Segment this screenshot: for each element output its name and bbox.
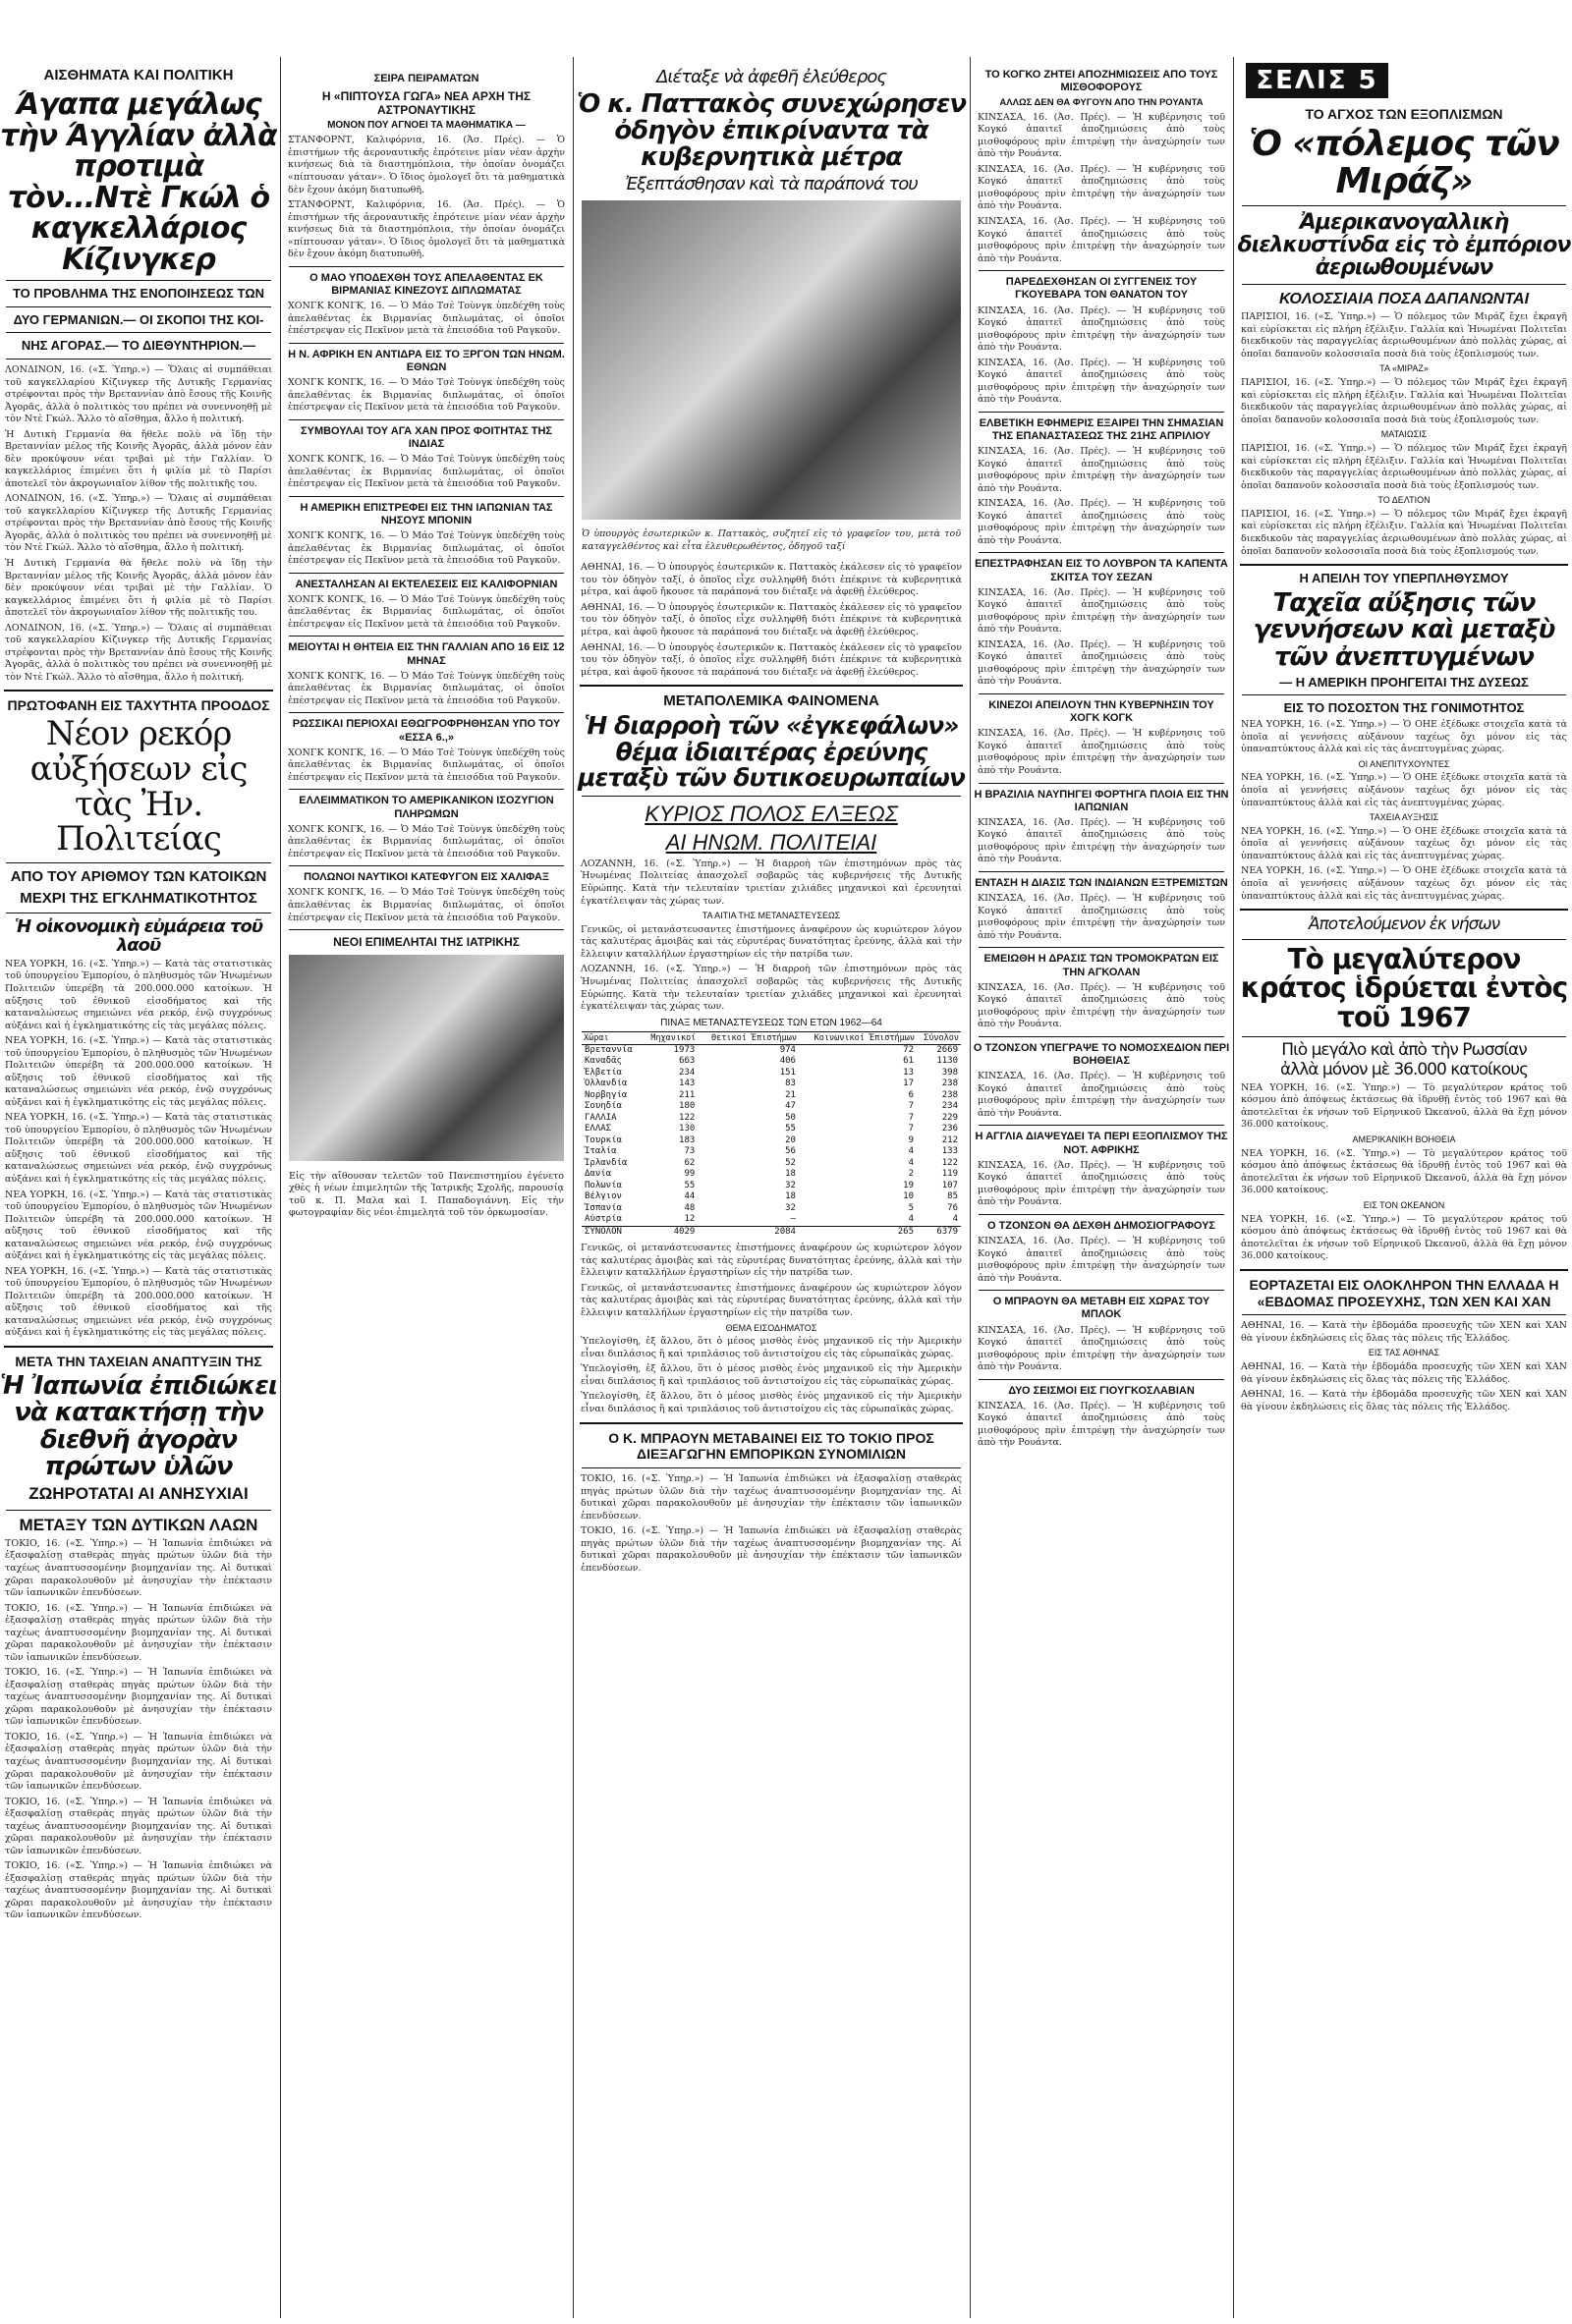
table-cell: Ἰσπανία xyxy=(585,1202,622,1213)
headline: ΠΟΛΩΝΟΙ ΝΑΥΤΙΚΟΙ ΚΑΤΕΦΥΓΟΝ ΕΙΣ ΧΑΛΙΦΑΞ xyxy=(304,871,549,884)
article-text: ΑΘΗΝΑΙ, 16. — Κατὰ τὴν ἑβδομάδα προσευχῆς τῶν ΧΕΝ καὶ ΧΑΝ θὰ γίνουν ἐκδηλώσεις εἰς ὅλας τὰς πόλεις τῆς Ἑλλάδος. xyxy=(1241,1389,1567,1412)
table-cell: 13 xyxy=(903,1067,915,1078)
minister-photo xyxy=(582,200,961,520)
table-cell: 1130 xyxy=(936,1056,958,1067)
article-text: ΚΙΝΣΑΣΑ, 16. (Ἀσ. Πρές). — Ἡ κυβέρνησις τοῦ Κογκό ἀπαιτεῖ ἀποζημιώσεις ἀπὸ τοὺς μισθοφόρους πρὶν ἐπιτρέψῃ τὴν ἀναχώρησίν των ἀπὸ τὴν Ρουάντα. xyxy=(978,816,1225,865)
article-text: ΛΟΝΔΙΝΟΝ, 16. («Σ. Ὑπηρ.») — Ὅλαις αἱ συμπάθειαι τοῦ καγκελλαρίου Κίζινγκερ τῆς Δυτικῆς Γερμανίας στρέφονται πρὸς τὴν Βρεταννίαν ἀπὸ ἔσους τῆς Κοινῆς Ἀγορᾶς, ἀλλὰ ὁ πολιτικὸς του πρέπει νὰ συνεννοηθῇ μὲ τὸν Ντὲ Γκώλ. Ἄλλο τὸ αἴσθημα, ἄλλο ἡ πολιτική. xyxy=(5,493,272,554)
table-cell: — xyxy=(790,1214,796,1225)
article-text: ΣΤΑΝΦΟΡΝΤ, Καλιφόρνια, 16. (Ἀσ. Πρές). — Ὁ ἐπιστήμων τῆς ἀεροναυτικῆς ἐπρότεινε μίαν νέαν ἀρχὴν κινήσεως διὰ τὰ διαστημόπλοια, τὴν ὁποίαν ὀνομάζει «πίπτουσαν γάταν». Ὁ ἴδιος ὁμολογεῖ ὅτι τὰ μαθηματικὰ δὲν ἔχουν ἀκόμη διατυπωθῆ. xyxy=(288,199,565,260)
table-cell: 4 xyxy=(908,1157,915,1168)
subheading: ΤΟ ΠΡΟΒΛΗΜΑ ΤΗΣ ΕΝΟΠΟΙΗΣΕΩΣ ΤΩΝ xyxy=(12,286,265,302)
ceremony-photo xyxy=(289,955,564,1161)
article-text: ΚΙΝΣΑΣΑ, 16. (Ἀσ. Πρές). — Ἡ κυβέρνησις τοῦ Κογκό ἀπαιτεῖ ἀποζημιώσεις ἀπὸ τοὺς μισθοφόρους πρὶν ἐπιτρέψῃ τὴν ἀναχώρησίν των ἀπὸ τὴν Ρουάντα. xyxy=(978,638,1225,688)
subheading: ΑΠΟ ΤΟΥ ΑΡΙΘΜΟΥ ΤΩΝ ΚΑΤΟΙΚΩΝ xyxy=(10,868,267,886)
headline: ΕΛΛΕΙΜΜΑΤΙΚΟΝ ΤΟ ΑΜΕΡΙΚΑΝΙΚΟΝ ΙΣΟΖΥΓΙΟΝ ΠΛΗΡΩΜΩΝ xyxy=(299,795,554,820)
article-text: ΚΙΝΣΑΣΑ, 16. (Ἀσ. Πρές). — Ἡ κυβέρνησις τοῦ Κογκό ἀπαιτεῖ ἀποζημιώσεις ἀπὸ τοὺς μισθοφόρους πρὶν ἐπιτρέψῃ τὴν ἀναχώρησίν των ἀπὸ τὴν Ρουάντα. xyxy=(978,1324,1225,1373)
table-cell: Πολωνία xyxy=(585,1180,622,1190)
article-text: ΤΟΚΙΟ, 16. («Σ. Ὑπηρ.») — Ἡ Ἰαπωνία ἐπιδιώκει νὰ ἐξασφαλίσῃ σταθερὰς πηγὰς πρώτων ὑλῶν διὰ τὴν ταχέως ἀναπτυσσομένην βιομηχανίαν της. Αἱ δυτικαὶ χῶραι παρακολουθοῦν μὲ ἀνησυχίαν τὴν ἐπέκτασιν τῶν ἰαπωνικῶν ἐπενδύσεων. xyxy=(5,1667,272,1728)
kicker: ΜΕΤΑ ΤΗΝ ΤΑΧΕΙΑΝ ΑΝΑΠΤΥΞΙΝ ΤΗΣ xyxy=(15,1353,262,1369)
subheading: ΜΟΝΟΝ ΠΟΥ ΑΓΝΟΕΙ ΤΑ ΜΑΘΗΜΑΤΙΚΑ — xyxy=(327,120,526,132)
article-text: ΚΙΝΣΑΣΑ, 16. (Ἀσ. Πρές). — Ἡ κυβέρνησις τοῦ Κογκό ἀπαιτεῖ ἀποζημιώσεις ἀπὸ τοὺς μισθοφόρους πρὶν ἐπιτρέψῃ τὴν ἀναχώρησίν των ἀπὸ τὴν Ρουάντα. xyxy=(978,111,1225,160)
article-text: ΧΟΝΓΚ ΚΟΝΓΚ, 16. — Ὁ Μάο Τσὲ Τοὺνγκ ὑπεδέχθη τοὺς ἀπελαθέντας ἐκ Βιρμανίας διπλωμάτας, οἱ ὁποῖοι ἐπέστρεψαν εἰς Πεκῖνον μετὰ τὰ ἐπεισόδια τοῦ Ραγκοῦν. xyxy=(288,454,565,490)
subheading: — Η ΑΜΕΡΙΚΗ ΠΡΟΗΓΕΙΤΑΙ ΤΗΣ ΔΥΣΕΩΣ xyxy=(1279,674,1529,690)
headline: ΕΝΤΑΣΗ Η ΔΙΑΣΙΣ ΤΩΝ ΙΝΔΙΑΝΩΝ ΕΞΤΡΕΜΙΣΤΩΝ xyxy=(975,877,1228,890)
table-title: ΠΙΝΑΞ ΜΕΤΑΝΑΣΤΕΥΣΕΩΣ ΤΩΝ ΕΤΩΝ 1962—64 xyxy=(660,1017,882,1028)
table-header-row xyxy=(582,1031,961,1044)
photo-caption: Εἰς τὴν αἴθουσαν τελετῶν τοῦ Πανεπιστημίου ἐγένετο χθὲς ἡ νέων ἐπιμελητῶν τῆς Ἰατρικῆς Σχολῆς, παρουσίᾳ τοῦ κ. Π. Μαλα καὶ Ι. Παπαδογιάννη. Εἰς τὴν φωτογραφίαν δὶς νέοι ἐπιμελητὰ τοῦ τὸν ὁρκωμοσίαν. xyxy=(289,1170,564,1218)
headline: Νέον ρεκόρ αὐξήσεων εἰς τὰς Ἠν. Πολιτείας xyxy=(29,714,248,859)
headline: Ἡ διαρροὴ τῶν «ἐγκεφάλων» θέμα ἰδιαιτέρας ἐρεύνης μεταξὺ τῶν δυτικοευρωπαίων xyxy=(578,711,965,792)
table-cell: Νορβηγία xyxy=(585,1089,628,1100)
table-cell: 32 xyxy=(785,1202,796,1213)
article-text: ΧΟΝΓΚ ΚΟΝΓΚ, 16. — Ὁ Μάο Τσὲ Τοὺνγκ ὑπεδέχθη τοὺς ἀπελαθέντας ἐκ Βιρμανίας διπλωμάτας, οἱ ὁποῖοι ἐπέστρεψαν εἰς Πεκῖνον μετὰ τὰ ἐπεισόδια τοῦ Ραγκοῦν. xyxy=(288,823,565,859)
article-text: ΠΑΡΙΣΙΟΙ, 16. («Σ. Ὑπηρ.») — Ὁ πόλεμος τῶν Μιράζ ἔχει ἐκραγῆ καὶ εὑρίσκεται εἰς πλήρη ἐξέλιξιν. Γαλλία καὶ Ἡνωμέναι Πολιτεῖαι διεκδικοῦν τὰς παραγγελίας ἀεριωθουμένων ἀπὸ πολλὰς χώρας, αἱ ὁποῖαι δαπανοῦν κολοσσιαῖα ποσὰ διὰ τοὺς ἐξοπλισμούς των. xyxy=(1241,508,1567,557)
table-cell: Σουηδία xyxy=(585,1101,622,1112)
table-row xyxy=(582,1146,961,1158)
table-cell: 229 xyxy=(941,1112,958,1123)
subheading: ΜΕΧΡΙ ΤΗΣ ΕΓΚΛΗΜΑΤΙΚΟΤΗΤΟΣ xyxy=(20,890,257,908)
article-text: ΝΕΑ ΥΟΡΚΗ, 16. («Σ. Ὑπηρ.») — Ὁ ΟΗΕ ἐξέδωκε στοιχεῖα κατὰ τὰ ὁποῖα αἱ γεννήσεις αὐξάνουν ταχέως ὄχι μόνον εἰς τὰς ὑπαναπτύκτους ἀλλὰ καὶ εἰς τὰς ἀνεπτυγμένας χώρας. xyxy=(1241,719,1567,755)
table-cell: 4 xyxy=(908,1146,915,1157)
table-row xyxy=(582,1113,961,1125)
article-text: ΚΙΝΣΑΣΑ, 16. (Ἀσ. Πρές). — Ἡ κυβέρνησις τοῦ Κογκό ἀπαιτεῖ ἀποζημιώσεις ἀπὸ τοὺς μισθοφόρους πρὶν ἐπιτρέψῃ τὴν ἀναχώρησίν των ἀπὸ τὴν Ρουάντα. xyxy=(978,586,1225,636)
table-cell: Ἑλβετία xyxy=(585,1067,622,1078)
table-cell: Ἰρλανδία xyxy=(585,1157,628,1168)
kicker: ΜΕΤΑΠΟΛΕΜΙΚΑ ΦΑΙΝΟΜΕΝΑ xyxy=(663,692,879,710)
table-cell: 76 xyxy=(947,1202,958,1213)
table-cell: 122 xyxy=(679,1112,696,1123)
table-cell: 17 xyxy=(903,1079,915,1089)
article-text: ΧΟΝΓΚ ΚΟΝΓΚ, 16. — Ὁ Μάο Τσὲ Τοὺνγκ ὑπεδέχθη τοὺς ἀπελαθέντας ἐκ Βιρμανίας διπλωμάτας, οἱ ὁποῖοι ἐπέστρεψαν εἰς Πεκῖνον μετὰ τὰ ἐπεισόδια τοῦ Ραγκοῦν. xyxy=(288,301,565,337)
table-cell: 4 xyxy=(908,1214,915,1225)
table-cell: 83 xyxy=(785,1079,796,1089)
table-cell: 2084 xyxy=(698,1226,799,1238)
table-cell: 19 xyxy=(903,1180,915,1190)
table-cell: 18 xyxy=(785,1169,796,1180)
migration-table xyxy=(582,1031,961,1239)
table-cell: 974 xyxy=(779,1044,796,1055)
article-text: ΧΟΝΓΚ ΚΟΝΓΚ, 16. — Ὁ Μάο Τσὲ Τοὺνγκ ὑπεδέχθη τοὺς ἀπελαθέντας ἐκ Βιρμανίας διπλωμάτας, οἱ ὁποῖοι ἐπέστρεψαν εἰς Πεκῖνον μετὰ τὰ ἐπεισόδια τοῦ Ραγκοῦν. xyxy=(288,530,565,567)
table-cell: Ἰταλία xyxy=(585,1146,617,1157)
deck: Πιὸ μεγάλο καὶ ἀπὸ τὴν Ρωσσίαν xyxy=(1281,1040,1527,1061)
subheading: Ἡ οἰκονομικὴ εὐμάρεια τοῦ λαοῦ xyxy=(14,916,263,957)
subheading: ΜΕΤΑΞΥ ΤΩΝ ΔΥΤΙΚΩΝ ΛΑΩΝ xyxy=(19,1515,258,1534)
table-cell: 55 xyxy=(785,1124,796,1134)
table-cell: 130 xyxy=(679,1124,696,1134)
column-4 xyxy=(973,0,1230,2324)
table-cell: 56 xyxy=(785,1146,796,1157)
table-cell: 133 xyxy=(941,1146,958,1157)
subheading: ΖΩΗΡΟΤΑΤΑΙ ΑΙ ΑΝΗΣΥΧΙΑΙ xyxy=(28,1484,249,1504)
kicker: Διέταξε νὰ ἀφεθῆ ἐλεύθερος xyxy=(656,67,886,87)
table-cell: 211 xyxy=(679,1089,696,1100)
headline: Ο ΜΠΡΑΟΥΝ ΘΑ ΜΕΤΑΒΗ ΕΙΣ ΧΩΡΑΣ ΤΟΥ ΜΠΛΟΚ xyxy=(992,1296,1210,1321)
inline-heading: ΕΙΣ ΤΑΣ ΑΘΗΝΑΣ xyxy=(1368,1348,1440,1358)
article-text: Ἡ Δυτικὴ Γερμανία θὰ ἤθελε πολὺ νὰ ἴδῃ τὴν Βρεταννίαν μέλος τῆς Κοινῆς Ἀγορᾶς, ἀλλὰ μόνον ἐὰν δὲν προκύψουν νέαι τριβαὶ μὲ τὴν Γαλλίαν. Ὁ καγκελλάριος ἐπιμένει ὅτι ἡ φιλία μὲ τὸ Παρίσι ἀποτελεῖ τὸν ἀκρογωνιαῖον λίθον τῆς πολιτικῆς του. xyxy=(5,558,272,619)
table-row xyxy=(582,1135,961,1147)
table-cell: ΕΛΛΑΣ xyxy=(585,1124,612,1134)
article-text: ΚΙΝΣΑΣΑ, 16. (Ἀσ. Πρές). — Ἡ κυβέρνησις τοῦ Κογκό ἀπαιτεῖ ἀποζημιώσεις ἀπὸ τοὺς μισθοφόρους πρὶν ἐπιτρέψῃ τὴν ἀναχώρησίν των ἀπὸ τὴν Ρουάντα. xyxy=(978,304,1225,354)
inline-heading: ΜΑΤΑΙΩΣΙΣ xyxy=(1380,429,1428,440)
headline: ΑΝΕΣΤΑΛΗΣΑΝ ΑΙ ΕΚΤΕΛΕΣΕΙΣ ΕΙΣ ΚΑΛΙΦΟΡΝΙΑΝ xyxy=(295,578,558,590)
table-cell: 18 xyxy=(785,1191,796,1202)
inline-heading: ΕΙΣ ΤΟΝ ΩΚΕΑΝΟΝ xyxy=(1363,1199,1445,1210)
table-cell: 2669 xyxy=(936,1044,958,1055)
article-text: ΠΑΡΙΣΙΟΙ, 16. («Σ. Ὑπηρ.») — Ὁ πόλεμος τῶν Μιράζ ἔχει ἐκραγῆ καὶ εὑρίσκεται εἰς πλήρη ἐξέλιξιν. Γαλλία καὶ Ἡνωμέναι Πολιτεῖαι διεκδικοῦν τὰς παραγγελίας ἀεριωθουμένων ἀπὸ πολλὰς χώρας, αἱ ὁποῖαι δαπανοῦν κολοσσιαῖα ποσὰ διὰ τοὺς ἐξοπλισμούς των. xyxy=(1241,443,1567,491)
article-text: ΚΙΝΣΑΣΑ, 16. (Ἀσ. Πρές). — Ἡ κυβέρνησις τοῦ Κογκό ἀπαιτεῖ ἀποζημιώσεις ἀπὸ τοὺς μισθοφόρους πρὶν ἐπιτρέψῃ τὴν ἀναχώρησίν των ἀπὸ τὴν Ρουάντα. xyxy=(978,981,1225,1030)
table-cell: Βέλγιον xyxy=(585,1191,622,1202)
table-cell: 4 xyxy=(952,1214,958,1225)
article-text: Ὑπελογίσθη, ἐξ ἄλλου, ὅτι ὁ μέσος μισθὸς ἐνὸς μηχανικοῦ εἰς τὴν Ἀμερικὴν εἶναι διπλάσιος ἢ καὶ τριπλάσιος τοῦ ἀντιστοίχου εἰς τὰς εὐρωπαϊκὰς χώρας. xyxy=(581,1391,962,1414)
table-cell: 73 xyxy=(684,1146,696,1157)
table-cell: 61 xyxy=(903,1056,915,1067)
article-text: ΝΕΑ ΥΟΡΚΗ, 16. («Σ. Ὑπηρ.») — Τὸ μεγαλύτερον κράτος τοῦ κόσμου ἀπὸ ἀπόψεως ἐκτάσεως θὰ ἱδρυθῇ ἐντὸς τοῦ 1967 καὶ θὰ ἀποτελεῖται ἐκ νήσων τοῦ Εἰρηνικοῦ Ὠκεανοῦ, ἀλλὰ θὰ ἔχῃ μόνον 36.000 κατοίκους. xyxy=(1241,1147,1567,1196)
kicker: ΣΕΙΡΑ ΠΕΙΡΑΜΑΤΩΝ xyxy=(373,73,479,84)
table-cell: 663 xyxy=(679,1056,696,1067)
table-cell: Τουρκία xyxy=(585,1134,622,1145)
table-cell: 4029 xyxy=(643,1226,698,1238)
column-1 xyxy=(0,0,277,2324)
table-row xyxy=(582,1191,961,1203)
table-row xyxy=(582,1068,961,1079)
headline: Ταχεῖα αὔξησις τῶν γεννήσεων καὶ μεταξὺ τῶν ἀνεπτυγμένων xyxy=(1253,587,1555,672)
table-cell: 10 xyxy=(903,1191,915,1202)
article-text: ΚΙΝΣΑΣΑ, 16. (Ἀσ. Πρές). — Ἡ κυβέρνησις τοῦ Κογκό ἀπαιτεῖ ἀποζημιώσεις ἀπὸ τοὺς μισθοφόρους πρὶν ἐπιτρέψῃ τὴν ἀναχώρησίν των ἀπὸ τὴν Ρουάντα. xyxy=(978,446,1225,494)
table-cell: 183 xyxy=(679,1134,696,1145)
table-cell: 1973 xyxy=(673,1044,696,1055)
article-text: Γενικῶς, οἱ μετανάστευσαντες ἐπιστήμονες ἀναφέρουν ὡς κυριώτερον λόγον τὰς καλυτέρας ἀμοιβὰς καὶ τὰς εὐρυτέρας δυνατότητας ἐρεύνης, ἀλλὰ καὶ τὴν ἔλλειψιν καταλλήλων ἐργαστηρίων εἰς τὴν πατρίδα των. xyxy=(581,1282,962,1318)
table-cell: Δανία xyxy=(585,1169,612,1180)
photo-caption: Ὁ ὑπουργὸς ἐσωτερικῶν κ. Παττακὸς, συζητεῖ εἰς τὸ γραφεῖον του, μετὰ τοῦ καταγγελθέντος καὶ εἶτα ἐλευθερωθέντος, ὀδηγοῦ ταξί xyxy=(582,528,961,552)
table-cell: 180 xyxy=(679,1101,696,1112)
column-5 xyxy=(1236,0,1572,2324)
article-text: ΝΕΑ ΥΟΡΚΗ, 16. («Σ. Ὑπηρ.») — Κατὰ τὰς στατιστικὰς τοῦ ὑπουργείου Ἐμπορίου, ὁ πληθυσμὸς τῶν Ἡνωμένων Πολιτειῶν ὑπερέβη τὰ 200.000.000 κατοίκων. Ἡ αὔξησις τοῦ ἐθνικοῦ εἰσοδήματος καὶ τῆς καταναλώσεως σημειώνει νέα ρεκόρ, ἐνῷ συγχρόνως αὐξάνει καὶ ἡ ἐγκληματικότης εἰς τὰς μεγάλας πόλεις. xyxy=(5,1035,272,1108)
table-cell: 151 xyxy=(779,1067,796,1078)
table-cell: 122 xyxy=(941,1157,958,1168)
table-header: Χῶραι xyxy=(582,1031,643,1044)
inline-heading: ΤΟ ΔΕΛΤΙΟΝ xyxy=(1377,495,1431,506)
inline-heading: ΤΑ «ΜΙΡΑΖ» xyxy=(1379,363,1429,374)
article-text: ΑΘΗΝΑΙ, 16. — Ὁ ὑπουργὸς ἐσωτερικῶν κ. Παττακὸς ἐκάλεσεν εἰς τὸ γραφεῖον του τὸν ὁδηγὸν ταξί, ὁ ὁποῖος εἶχε συλληφθῆ διότι ἐπέκρινε τὰ κυβερνητικὰ μέτρα, καὶ ἀφοῦ ἤκουσε τὰ παράπονά του διέταξε νὰ ἀφεθῇ ἐλεύθερος. xyxy=(581,601,962,638)
inline-heading: ΑΜΕΡΙΚΑΝΙΚΗ ΒΟΗΘΕΙΑ xyxy=(1352,1134,1456,1144)
article-text: ΠΑΡΙΣΙΟΙ, 16. («Σ. Ὑπηρ.») — Ὁ πόλεμος τῶν Μιράζ ἔχει ἐκραγῆ καὶ εὑρίσκεται εἰς πλήρη ἐξέλιξιν. Γαλλία καὶ Ἡνωμέναι Πολιτεῖαι διεκδικοῦν τὰς παραγγελίας ἀεριωθουμένων ἀπὸ πολλὰς χώρας, αἱ ὁποῖαι δαπανοῦν κολοσσιαῖα ποσὰ διὰ τοὺς ἐξοπλισμούς των. xyxy=(1241,377,1567,425)
table-row xyxy=(582,1044,961,1056)
table-total-row xyxy=(582,1226,961,1238)
headline: ΣΥΜΒΟΥΛΑΙ ΤΟΥ ΑΓΑ ΧΑΝ ΠΡΟΣ ΦΟΙΤΗΤΑΣ ΤΗΣ ΙΝΔΙΑΣ xyxy=(301,424,552,450)
headline: ΡΩΣΣΙΚΑΙ ΠΕΡΙΟΧΑΙ ΕΘΩΓΡΟΦΡΗΘΗΣΑΝ ΥΠΟ ΤΟΥ «ΕΣΣΑ 6.,» xyxy=(292,718,561,744)
table-cell: 398 xyxy=(941,1067,958,1078)
table-cell: 55 xyxy=(684,1180,696,1190)
table-cell: 32 xyxy=(785,1180,796,1190)
table-cell: 99 xyxy=(684,1169,696,1180)
headline: Ὁ κ. Παττακὸς συνεχώρησεν ὀδηγὸν ἐπικρίναντα τὰ κυβερνητικὰ μέτρα xyxy=(576,88,967,173)
table-cell: 5 xyxy=(908,1202,915,1213)
table-cell: ΣΥΝΟΛΟΝ xyxy=(582,1226,643,1238)
article-text: ΝΕΑ ΥΟΡΚΗ, 16. («Σ. Ὑπηρ.») — Ὁ ΟΗΕ ἐξέδωκε στοιχεῖα κατὰ τὰ ὁποῖα αἱ γεννήσεις αὐξάνουν ταχέως ὄχι μόνον εἰς τὰς ὑπαναπτύκτους ἀλλὰ καὶ εἰς τὰς ἀνεπτυγμένας χώρας. xyxy=(1241,772,1567,808)
table-cell: 6 xyxy=(908,1089,915,1100)
article-text: ΛΟΖΑΝΝΗ, 16. («Σ. Ὑπηρ.») — Ἡ διαρροὴ τῶν ἐπιστημόνων πρὸς τὰς Ἡνωμένας Πολιτείας ἀπασχολεῖ σοβαρῶς τὰς κυβερνήσεις τῆς Δυτικῆς Εὐρώπης. Κατὰ τὴν τελευταίαν τριετίαν χιλιάδες μηχανικοὶ καὶ ἐρευνηταὶ ἐγκατέλειψαν τὰς χώρας των. xyxy=(581,858,962,907)
table-cell: 6379 xyxy=(917,1226,961,1238)
article-text: ΚΙΝΣΑΣΑ, 16. (Ἀσ. Πρές). — Ἡ κυβέρνησις τοῦ Κογκό ἀπαιτεῖ ἀποζημιώσεις ἀπὸ τοὺς μισθοφόρους πρὶν ἐπιτρέψῃ τὴν ἀναχώρησίν των ἀπὸ τὴν Ρουάντα. xyxy=(978,893,1225,941)
article-text: ΝΕΑ ΥΟΡΚΗ, 16. («Σ. Ὑπηρ.») — Τὸ μεγαλύτερον κράτος τοῦ κόσμου ἀπὸ ἀπόψεως ἐκτάσεως θὰ ἱδρυθῇ ἐντὸς τοῦ 1967 καὶ θὰ ἀποτελεῖται ἐκ νήσων τοῦ Εἰρηνικοῦ Ὠκεανοῦ, ἀλλὰ θὰ ἔχῃ μόνον 36.000 κατοίκους. xyxy=(1241,1081,1567,1131)
table-row xyxy=(582,1169,961,1181)
table-cell: 7 xyxy=(908,1112,915,1123)
article-text: ΛΟΝΔΙΝΟΝ, 16. («Σ. Ὑπηρ.») — Ὅλαις αἱ συμπάθειαι τοῦ καγκελλαρίου Κίζινγκερ τῆς Δυτικῆς Γερμανίας στρέφονται πρὸς τὴν Βρεταννίαν ἀπὸ ἔσους τῆς Κοινῆς Ἀγορᾶς, ἀλλὰ ὁ πολιτικὸς του πρέπει νὰ συνεννοηθῇ μὲ τὸν Ντὲ Γκώλ. Ἄλλο τὸ αἴσθημα, ἄλλο ἡ πολιτική. xyxy=(5,364,272,425)
article-text: ΚΙΝΣΑΣΑ, 16. (Ἀσ. Πρές). — Ἡ κυβέρνησις τοῦ Κογκό ἀπαιτεῖ ἀποζημιώσεις ἀπὸ τοὺς μισθοφόρους πρὶν ἐπιτρέψῃ τὴν ἀναχώρησίν των ἀπὸ τὴν Ρουάντα. xyxy=(978,1236,1225,1284)
table-cell: 62 xyxy=(684,1157,696,1168)
headline: ΕΟΡΤΑΖΕΤΑΙ ΕΙΣ ΟΛΟΚΛΗΡΟΝ ΤΗΝ ΕΛΛΑΔΑ Η «ΕΒΔΟΜΑΣ ΠΡΟΣΕΥΧΗΣ, ΤΩΝ ΧΕΝ ΚΑΙ ΧΑΝ xyxy=(1249,1276,1559,1309)
headline: Ἡ Ἰαπωνία ἐπιδιώκει νὰ κατακτήσῃ τὴν διεθνῆ ἀγορὰν πρώτων ὑλῶν xyxy=(0,1370,277,1481)
article-text: ΚΙΝΣΑΣΑ, 16. (Ἀσ. Πρές). — Ἡ κυβέρνησις τοῦ Κογκό ἀπαιτεῖ ἀποζημιώσεις ἀπὸ τοὺς μισθοφόρους πρὶν ἐπιτρέψῃ τὴν ἀναχώρησίν των ἀπὸ τὴν Ρουάντα. xyxy=(978,1071,1225,1119)
table-cell: 9 xyxy=(908,1134,915,1145)
article-text: ΤΟΚΙΟ, 16. («Σ. Ὑπηρ.») — Ἡ Ἰαπωνία ἐπιδιώκει νὰ ἐξασφαλίσῃ σταθερὰς πηγὰς πρώτων ὑλῶν διὰ τὴν ταχέως ἀναπτυσσομένην βιομηχανίαν της. Αἱ δυτικαὶ χῶραι παρακολουθοῦν μὲ ἀνησυχίαν τὴν ἐπέκτασιν τῶν ἰαπωνικῶν ἐπενδύσεων. xyxy=(5,1602,272,1663)
table-cell: 406 xyxy=(779,1056,796,1067)
article-text: ΑΘΗΝΑΙ, 16. — Κατὰ τὴν ἑβδομάδα προσευχῆς τῶν ΧΕΝ καὶ ΧΑΝ θὰ γίνουν ἐκδηλώσεις εἰς ὅλας τὰς πόλεις τῆς Ἑλλάδος. xyxy=(1241,1320,1567,1344)
table-cell: 47 xyxy=(785,1101,796,1112)
table-cell: 238 xyxy=(941,1089,958,1100)
article-text: Ἡ Δυτικὴ Γερμανία θὰ ἤθελε πολὺ νὰ ἴδῃ τὴν Βρεταννίαν μέλος τῆς Κοινῆς Ἀγορᾶς, ἀλλὰ μόνον ἐὰν δὲν προκύψουν νέαι τριβαὶ μὲ τὴν Γαλλίαν. Ὁ καγκελλάριος ἐπιμένει ὅτι ἡ φιλία μὲ τὸ Παρίσι ἀποτελεῖ τὸν ἀκρογωνιαῖον λίθον τῆς πολιτικῆς του. xyxy=(5,428,272,489)
table-cell: Αὐστρία xyxy=(585,1214,622,1225)
article-text: Ὑπελογίσθη, ἐξ ἄλλου, ὅτι ὁ μέσος μισθὸς ἐνὸς μηχανικοῦ εἰς τὴν Ἀμερικὴν εἶναι διπλάσιος ἢ καὶ τριπλάσιος τοῦ ἀντιστοίχου εἰς τὰς εὐρωπαϊκὰς χώρας. xyxy=(581,1363,962,1387)
table-cell: 107 xyxy=(941,1180,958,1190)
table-cell: 12 xyxy=(684,1214,696,1225)
table-row xyxy=(582,1090,961,1102)
article-text: ΝΕΑ ΥΟΡΚΗ, 16. («Σ. Ὑπηρ.») — Ὁ ΟΗΕ ἐξέδωκε στοιχεῖα κατὰ τὰ ὁποῖα αἱ γεννήσεις αὐξάνουν ταχέως ὄχι μόνον εἰς τὰς ὑπαναπτύκτους ἀλλὰ καὶ εἰς τὰς ἀνεπτυγμένας χώρας. xyxy=(1241,865,1567,902)
kicker: ΤΟ ΑΓΧΟΣ ΤΩΝ ΕΞΟΠΛΙΣΜΩΝ xyxy=(1305,106,1503,122)
headline: Η ΑΓΓΛΙΑ ΔΙΑΨΕΥΔΕΙ ΤΑ ΠΕΡΙ ΕΞΟΠΛΙΣΜΟΥ ΤΗΣ ΝΟΤ. ΑΦΡΙΚΗΣ xyxy=(975,1131,1228,1156)
headline: ΕΠΕΣΤΡΑΦΗΣΑΝ ΕΙΣ ΤΟ ΛΟΥΒΡΟΝ ΤΑ ΚΑΠΕΝΤΑ ΣΚΙΤΣΑ ΤΟΥ ΣΕΖΑΝ xyxy=(975,558,1228,583)
headline: ΔΥΟ ΣΕΙΣΜΟΙ ΕΙΣ ΓΙΟΥΓΚΟΣΛΑΒΙΑΝ xyxy=(1008,1384,1195,1397)
table-cell: 236 xyxy=(941,1124,958,1134)
table-cell: 119 xyxy=(941,1169,958,1180)
table-cell: 234 xyxy=(941,1101,958,1112)
table-row xyxy=(582,1079,961,1090)
table-row xyxy=(582,1101,961,1113)
column-2 xyxy=(283,0,570,2324)
table-cell: 72 xyxy=(903,1044,915,1055)
deck: ἀλλὰ μόνον μὲ 36.000 κατοίκους xyxy=(1279,1059,1529,1079)
kicker: ΠΡΩΤΟΦΑΝΗ ΕΙΣ ΤΑΧΥΤΗΤΑ ΠΡΟΟΔΟΣ xyxy=(7,697,270,714)
table-row xyxy=(582,1124,961,1135)
table-cell: 2 xyxy=(908,1169,915,1180)
table-row xyxy=(582,1214,961,1226)
deck: Ἐξεπτάσθησαν καὶ τὰ παράπονά του xyxy=(625,173,918,194)
inline-heading: ΤΑΧΕΙΑ ΑΥΞΗΣΙΣ xyxy=(1369,812,1439,823)
headline: ΜΕΙΟΥΤΑΙ Η ΘΗΤΕΙΑ ΕΙΣ ΤΗΝ ΓΑΛΛΙΑΝ ΑΠΟ 16 ΕΙΣ 12 ΜΗΝΑΣ xyxy=(288,641,565,667)
article-text: ΧΟΝΓΚ ΚΟΝΓΚ, 16. — Ὁ Μάο Τσὲ Τοὺνγκ ὑπεδέχθη τοὺς ἀπελαθέντας ἐκ Βιρμανίας διπλωμάτας, οἱ ὁποῖοι ἐπέστρεψαν εἰς Πεκῖνον μετὰ τὰ ἐπεισόδια τοῦ Ραγκοῦν. xyxy=(288,593,565,630)
table-cell: 238 xyxy=(941,1079,958,1089)
article-text: Ὑπελογίσθη, ἐξ ἄλλου, ὅτι ὁ μέσος μισθὸς ἐνὸς μηχανικοῦ εἰς τὴν Ἀμερικὴν εἶναι διπλάσιος ἢ καὶ τριπλάσιος τοῦ ἀντιστοίχου εἰς τὰς εὐρωπαϊκὰς χώρας. xyxy=(581,1336,962,1359)
article-text: ΧΟΝΓΚ ΚΟΝΓΚ, 16. — Ὁ Μάο Τσὲ Τοὺνγκ ὑπεδέχθη τοὺς ἀπελαθέντας ἐκ Βιρμανίας διπλωμάτας, οἱ ὁποῖοι ἐπέστρεψαν εἰς Πεκῖνον μετὰ τὰ ἐπεισόδια τοῦ Ραγκοῦν. xyxy=(288,670,565,706)
article-text: ΑΘΗΝΑΙ, 16. — Ὁ ὑπουργὸς ἐσωτερικῶν κ. Παττακὸς ἐκάλεσεν εἰς τὸ γραφεῖον του τὸν ὁδηγὸν ταξί, ὁ ὁποῖος εἶχε συλληφθῆ διότι ἐπέκρινε τὰ κυβερνητικὰ μέτρα, καὶ ἀφοῦ ἤκουσε τὰ παράπονά του διέταξε νὰ ἀφεθῇ ἐλεύθερος. xyxy=(581,562,962,598)
article-text: ΤΟΚΙΟ, 16. («Σ. Ὑπηρ.») — Ἡ Ἰαπωνία ἐπιδιώκει νὰ ἐξασφαλίσῃ σταθερὰς πηγὰς πρώτων ὑλῶν διὰ τὴν ταχέως ἀναπτυσσομένην βιομηχανίαν της. Αἱ δυτικαὶ χῶραι παρακολουθοῦν μὲ ἀνησυχίαν τὴν ἐπέκτασιν τῶν ἰαπωνικῶν ἐπενδύσεων. xyxy=(5,1860,272,1921)
headline: Άγαπα μεγάλως τὴν Άγγλίαν ἀλλὰ προτιμὰ τὸν...Ντὲ Γκώλ ὁ καγκελλάριος Κίζινγκερ xyxy=(0,87,277,277)
headline: Η «ΠΙΠΤΟΥΣΑ ΓΩΓΑ» ΝΕΑ ΑΡΧΗ ΤΗΣ ΑΣΤΡΟΝΑΥΤΙΚΗΣ xyxy=(321,88,532,118)
table-cell: 7 xyxy=(908,1124,915,1134)
column-3 xyxy=(576,0,967,2324)
table-cell: 52 xyxy=(785,1157,796,1168)
kicker: Ἀποτελούμενον ἐκ νήσων xyxy=(1308,914,1500,935)
article-text: ΝΕΑ ΥΟΡΚΗ, 16. («Σ. Ὑπηρ.») — Κατὰ τὰς στατιστικὰς τοῦ ὑπουργείου Ἐμπορίου, ὁ πληθυσμὸς τῶν Ἡνωμένων Πολιτειῶν ὑπερέβη τὰ 200.000.000 κατοίκων. Ἡ αὔξησις τοῦ ἐθνικοῦ εἰσοδήματος καὶ τῆς καταναλώσεως σημειώνει νέα ρεκόρ, ἐνῷ συγχρόνως αὐξάνει καὶ ἡ ἐγκληματικότης εἰς τὰς μεγάλας πόλεις. xyxy=(5,1112,272,1185)
page-number-badge: ΣΕΛΙΣ 5 xyxy=(1246,63,1388,98)
table-cell: ΓΑΛΛΙΑ xyxy=(585,1112,617,1123)
article-text: ΑΘΗΝΑΙ, 16. — Ὁ ὑπουργὸς ἐσωτερικῶν κ. Παττακὸς ἐκάλεσεν εἰς τὸ γραφεῖον του τὸν ὁδηγὸν ταξί, ὁ ὁποῖος εἶχε συλληφθῆ διότι ἐπέκρινε τὰ κυβερνητικὰ μέτρα, καὶ ἀφοῦ ἤκουσε τὰ παράπονά του διέταξε νὰ ἀφεθῇ ἐλεύθερος. xyxy=(581,641,962,678)
headline: ΤΟ ΚΟΓΚΟ ΖΗΤΕΙ ΑΠΟΖΗΜΙΩΣΕΙΣ ΑΠΟ ΤΟΥΣ ΜΙΣΘΟΦΟΡΟΥΣ xyxy=(984,69,1218,94)
table-cell: Βρεταννία xyxy=(585,1044,633,1055)
headline: Η ΒΡΑΖΙΛΙΑ ΝΑΥΠΗΓΕΙ ΦΟΡΤΗΓΑ ΠΛΟΙΑ ΕΙΣ ΤΗΝ ΙΑΠΩΝΙΑΝ xyxy=(974,788,1229,813)
article-text: ΧΟΝΓΚ ΚΟΝΓΚ, 16. — Ὁ Μάο Τσὲ Τοὺνγκ ὑπεδέχθη τοὺς ἀπελαθέντας ἐκ Βιρμανίας διπλωμάτας, οἱ ὁποῖοι ἐπέστρεψαν εἰς Πεκῖνον μετὰ τὰ ἐπεισόδια τοῦ Ραγκοῦν. xyxy=(288,377,565,414)
inline-heading: ΤΑ ΑΙΤΙΑ ΤΗΣ ΜΕΤΑΝΑΣΤΕΥΣΕΩΣ xyxy=(702,911,841,921)
table-cell: Καναδᾶς xyxy=(585,1056,622,1067)
headline: Η ΑΜΕΡΙΚΗ ΕΠΙΣΤΡΕΦΕΙ ΕΙΣ ΤΗΝ ΙΑΠΩΝΙΑΝ ΤΑΣ ΝΗΣΟΥΣ ΜΠΟΝΙΝ xyxy=(300,501,553,526)
deck: Ἀμερικανογαλλικὴ διελκυστίνδα εἰς τὸ ἐμπόριον ἀεριωθουμένων xyxy=(1237,209,1571,280)
table-header: Κοινωνικοί Ἐπιστήμων xyxy=(799,1031,917,1044)
table-cell: Ὁλλανδία xyxy=(585,1079,628,1089)
article-text: Γενικῶς, οἱ μετανάστευσαντες ἐπιστήμονες ἀναφέρουν ὡς κυριώτερον λόγον τὰς καλυτέρας ἀμοιβὰς καὶ τὰς εὐρυτέρας δυνατότητας ἐρεύνης, ἀλλὰ καὶ τὴν ἔλλειψιν καταλλήλων ἐργαστηρίων εἰς τὴν πατρίδα των. xyxy=(581,1243,962,1279)
headline: ΕΜΕΙΩΘΗ Η ΔΡΑΣΙΣ ΤΩΝ ΤΡΟΜΟΚΡΑΤΩΝ ΕΙΣ ΤΗΝ ΑΓΚΟΛΑΝ xyxy=(983,953,1219,978)
subheading: ΚΟΛΟΣΣΙΑΙΑ ΠΟΣΑ ΔΑΠΑΝΩΝΤΑΙ xyxy=(1278,290,1530,307)
subheading: ΝΗΣ ΑΓΟΡΑΣ.— ΤΟ ΔΙΕΘΥΝΤΗΡΙΟΝ.— xyxy=(21,338,256,354)
table-cell: 212 xyxy=(941,1134,958,1145)
article-text: ΚΙΝΣΑΣΑ, 16. (Ἀσ. Πρές). — Ἡ κυβέρνησις τοῦ Κογκό ἀπαιτεῖ ἀποζημιώσεις ἀπὸ τοὺς μισθοφόρους πρὶν ἐπιτρέψῃ τὴν ἀναχώρησίν των ἀπὸ τὴν Ρουάντα. xyxy=(978,728,1225,776)
table-cell: 21 xyxy=(785,1089,796,1100)
article-text: ΤΟΚΙΟ, 16. («Σ. Ὑπηρ.») — Ἡ Ἰαπωνία ἐπιδιώκει νὰ ἐξασφαλίσῃ σταθερὰς πηγὰς πρώτων ὑλῶν διὰ τὴν ταχέως ἀναπτυσσομένην βιομηχανίαν της. Αἱ δυτικαὶ χῶραι παρακολουθοῦν μὲ ἀνησυχίαν τὴν ἐπέκτασιν τῶν ἰαπωνικῶν ἐπενδύσεων. xyxy=(5,1796,272,1856)
table-cell: 234 xyxy=(679,1067,696,1078)
article-text: ΝΕΑ ΥΟΡΚΗ, 16. («Σ. Ὑπηρ.») — Κατὰ τὰς στατιστικὰς τοῦ ὑπουργείου Ἐμπορίου, ὁ πληθυσμὸς τῶν Ἡνωμένων Πολιτειῶν ὑπερέβη τὰ 200.000.000 κατοίκων. Ἡ αὔξησις τοῦ ἐθνικοῦ εἰσοδήματος καὶ τῆς καταναλώσεως σημειώνει νέα ρεκόρ, ἐνῷ συγχρόνως αὐξάνει καὶ ἡ ἐγκληματικότης εἰς τὰς μεγάλας πόλεις. xyxy=(5,1265,272,1339)
article-text: ΝΕΑ ΥΟΡΚΗ, 16. («Σ. Ὑπηρ.») — Τὸ μεγαλύτερον κράτος τοῦ κόσμου ἀπὸ ἀπόψεως ἐκτάσεως θὰ ἱδρυθῇ ἐντὸς τοῦ 1967 καὶ θὰ ἀποτελεῖται ἐκ νήσων τοῦ Εἰρηνικοῦ Ὠκεανοῦ, ἀλλὰ θὰ ἔχῃ μόνον 36.000 κατοίκους. xyxy=(1241,1213,1567,1262)
subheading: ΔΥΟ ΓΕΡΜΑΝΙΩΝ.— ΟΙ ΣΚΟΠΟΙ ΤΗΣ ΚΟΙ- xyxy=(13,311,264,327)
table-row xyxy=(582,1181,961,1192)
headline: Ο ΤΖΟΝΣΟΝ ΥΠΕΓΡΑΨΕ ΤΟ ΝΟΜΟΣΧΕΔΙΟΝ ΠΕΡΙ ΒΟΗΘΕΙΑΣ xyxy=(973,1041,1230,1068)
article-text: ΤΟΚΙΟ, 16. («Σ. Ὑπηρ.») — Ἡ Ἰαπωνία ἐπιδιώκει νὰ ἐξασφαλίσῃ σταθερὰς πηγὰς πρώτων ὑλῶν διὰ τὴν ταχέως ἀναπτυσσομένην βιομηχανίαν της. Αἱ δυτικαὶ χῶραι παρακολουθοῦν μὲ ἀνησυχίαν τὴν ἐπέκτασιν τῶν ἰαπωνικῶν ἐπενδύσεων. xyxy=(581,1473,962,1522)
table-cell: 50 xyxy=(785,1112,796,1123)
kicker: ΑΙΣΘΗΜΑΤΑ ΚΑΙ ΠΟΛΙΤΙΚΗ xyxy=(43,67,234,83)
headline: ΕΛΒΕΤΙΚΗ ΕΦΗΜΕΡΙΣ ΕΞΑΙΡΕΙ ΤΗΝ ΣΗΜΑΣΙΑΝ ΤΗΣ ΕΠΑΝΑΣΤΑΣΕΩΣ ΤΗΣ 21ΗΣ ΑΠΡΙΛΙΟΥ xyxy=(979,416,1224,442)
article-text: ΠΑΡΙΣΙΟΙ, 16. («Σ. Ὑπηρ.») — Ὁ πόλεμος τῶν Μιράζ ἔχει ἐκραγῆ καὶ εὑρίσκεται εἰς πλήρη ἐξέλιξιν. Γαλλία καὶ Ἡνωμέναι Πολιτεῖαι διεκδικοῦν τὰς παραγγελίας ἀεριωθουμένων ἀπὸ πολλὰς χώρας, αἱ ὁποῖαι δαπανοῦν κολοσσιαῖα ποσὰ διὰ τοὺς ἐξοπλισμούς των. xyxy=(1241,311,1567,360)
article-text: ΤΟΚΙΟ, 16. («Σ. Ὑπηρ.») — Ἡ Ἰαπωνία ἐπιδιώκει νὰ ἐξασφαλίσῃ σταθερὰς πηγὰς πρώτων ὑλῶν διὰ τὴν ταχέως ἀναπτυσσομένην βιομηχανίαν της. Αἱ δυτικαὶ χῶραι παρακολουθοῦν μὲ ἀνησυχίαν τὴν ἐπέκτασιν τῶν ἰαπωνικῶν ἐπενδύσεων. xyxy=(581,1525,962,1574)
article-text: ΧΟΝΓΚ ΚΟΝΓΚ, 16. — Ὁ Μάο Τσὲ Τοὺνγκ ὑπεδέχθη τοὺς ἀπελαθέντας ἐκ Βιρμανίας διπλωμάτας, οἱ ὁποῖοι ἐπέστρεψαν εἰς Πεκῖνον μετὰ τὰ ἐπεισόδια τοῦ Ραγκοῦν. xyxy=(288,887,565,923)
table-cell: 44 xyxy=(684,1191,696,1202)
subheading: ΑΛΛΩΣ ΔΕΝ ΘΑ ΦΥΓΟΥΝ ΑΠΟ ΤΗΝ ΡΟΥΑΝΤΑ xyxy=(999,97,1204,109)
article-text: ΚΙΝΣΑΣΑ, 16. (Ἀσ. Πρές). — Ἡ κυβέρνησις τοῦ Κογκό ἀπαιτεῖ ἀποζημιώσεις ἀπὸ τοὺς μισθοφόρους πρὶν ἐπιτρέψῃ τὴν ἀναχώρησίν των ἀπὸ τὴν Ρουάντα. xyxy=(978,163,1225,212)
headline: Ο ΤΖΟΝΣΟΝ ΘΑ ΔΕΧΘΗ ΔΗΜΟΣΙΟΓΡΑΦΟΥΣ xyxy=(986,1219,1216,1232)
table-cell: 143 xyxy=(679,1079,696,1089)
headline: Ο ΜΑΟ ΥΠΟΔΕΧΘΗ ΤΟΥΣ ΑΠΕΛΑΘΕΝΤΑΣ ΕΚ ΒΙΡΜΑΝΙΑΣ ΚΙΝΕΖΟΥΣ ΔΙΠΛΩΜΑΤΑΣ xyxy=(309,271,543,297)
article-text: ΚΙΝΣΑΣΑ, 16. (Ἀσ. Πρές). — Ἡ κυβέρνησις τοῦ Κογκό ἀπαιτεῖ ἀποζημιώσεις ἀπὸ τοὺς μισθοφόρους πρὶν ἐπιτρέψῃ τὴν ἀναχώρησίν των ἀπὸ τὴν Ρουάντα. xyxy=(978,357,1225,406)
table-cell: 265 xyxy=(799,1226,917,1238)
headline: Ο Κ. ΜΠΡΑΟΥΝ ΜΕΤΑΒΑΙΝΕΙ ΕΙΣ ΤΟ ΤΟΚΙΟ ΠΡΟΣ ΔΙΕΞΑΓΩΓΗΝ ΕΜΠΟΡΙΚΩΝ ΣΥΝΟΜΙΛΙΩΝ xyxy=(608,1429,934,1463)
headline: ΠΑΡΕΔΕΧΘΗΣΑΝ ΟΙ ΣΥΓΓΕΝΕΙΣ ΤΟΥ ΓΚΟΥΕΒΑΡΑ ΤΟΝ ΘΑΝΑΤΟΝ ΤΟΥ xyxy=(1005,276,1198,302)
article-text: ΚΙΝΣΑΣΑ, 16. (Ἀσ. Πρές). — Ἡ κυβέρνησις τοῦ Κογκό ἀπαιτεῖ ἀποζημιώσεις ἀπὸ τοὺς μισθοφόρους πρὶν ἐπιτρέψῃ τὴν ἀναχώρησίν των ἀπὸ τὴν Ρουάντα. xyxy=(978,1400,1225,1449)
headline: Ὁ «πόλεμος τῶν Μιράζ» xyxy=(1249,124,1559,201)
article-text: ΛΟΝΔΙΝΟΝ, 16. («Σ. Ὑπηρ.») — Ὅλαις αἱ συμπάθειαι τοῦ καγκελλαρίου Κίζινγκερ τῆς Δυτικῆς Γερμανίας στρέφονται πρὸς τὴν Βρεταννίαν ἀπὸ ἔσους τῆς Κοινῆς Ἀγορᾶς, ἀλλὰ ὁ πολιτικὸς του πρέπει νὰ συνεννοηθῇ μὲ τὸν Ντὲ Γκώλ. Ἄλλο τὸ αἴσθημα, ἄλλο ἡ πολιτική. xyxy=(5,622,272,683)
headline: ΝΕΟΙ ΕΠΙΜΕΛΗΤΑΙ ΤΗΣ ΙΑΤΡΙΚΗΣ xyxy=(333,935,520,950)
inline-heading: ΘΕΜΑ ΕΙΣΟΔΗΜΑΤΟΣ xyxy=(725,1322,817,1333)
article-text: ΚΙΝΣΑΣΑ, 16. (Ἀσ. Πρές). — Ἡ κυβέρνησις τοῦ Κογκό ἀπαιτεῖ ἀποζημιώσεις ἀπὸ τοὺς μισθοφόρους πρὶν ἐπιτρέψῃ τὴν ἀναχώρησίν των ἀπὸ τὴν Ρουάντα. xyxy=(978,216,1225,264)
article-text: ΣΤΑΝΦΟΡΝΤ, Καλιφόρνια, 16. (Ἀσ. Πρές). — Ὁ ἐπιστήμων τῆς ἀεροναυτικῆς ἐπρότεινε μίαν νέαν ἀρχὴν κινήσεως διὰ τὰ διαστημόπλοια, τὴν ὁποίαν ὀνομάζει «πίπτουσαν γάταν». Ὁ ἴδιος ὁμολογεῖ ὅτι τὰ μαθηματικὰ δὲν ἔχουν ἀκόμη διατυπωθῆ. xyxy=(288,135,565,195)
article-text: ΚΙΝΣΑΣΑ, 16. (Ἀσ. Πρές). — Ἡ κυβέρνησις τοῦ Κογκό ἀπαιτεῖ ἀποζημιώσεις ἀπὸ τοὺς μισθοφόρους πρὶν ἐπιτρέψῃ τὴν ἀναχώρησίν των ἀπὸ τὴν Ρουάντα. xyxy=(978,1159,1225,1208)
headline: Τὸ μεγαλύτερον κράτος ἱδρύεται ἐντὸς τοῦ 1967 xyxy=(1240,942,1568,1033)
article-text: ΚΙΝΣΑΣΑ, 16. (Ἀσ. Πρές). — Ἡ κυβέρνησις τοῦ Κογκό ἀπαιτεῖ ἀποζημιώσεις ἀπὸ τοὺς μισθοφόρους πρὶν ἐπιτρέψῃ τὴν ἀναχώρησίν των ἀπὸ τὴν Ρουάντα. xyxy=(978,498,1225,546)
headline: Η Ν. ΑΦΡΙΚΗ ΕΝ ΑΝΤΙΔΡΑ ΕΙΣ ΤΟ ΞΡΓΟΝ ΤΩΝ ΗΝΩΜ. ΕΘΝΩΝ xyxy=(288,348,565,373)
table-cell: 85 xyxy=(947,1191,958,1202)
article-text: Γενικῶς, οἱ μετανάστευσαντες ἐπιστήμονες ἀναφέρουν ὡς κυριώτερον λόγον τὰς καλυτέρας ἀμοιβὰς καὶ τὰς εὐρυτέρας δυνατότητας ἐρεύνης, ἀλλὰ καὶ τὴν ἔλλειψιν καταλλήλων ἐργαστηρίων εἰς τὴν πατρίδα των. xyxy=(581,923,962,960)
subheading: ΕΙΣ ΤΟ ΠΟΣΟΣΤΟΝ ΤΗΣ ΓΟΝΙΜΟΤΗΤΟΣ xyxy=(1283,700,1525,716)
article-text: ΑΘΗΝΑΙ, 16. — Κατὰ τὴν ἑβδομάδα προσευχῆς τῶν ΧΕΝ καὶ ΧΑΝ θὰ γίνουν ἐκδηλώσεις εἰς ὅλας τὰς πόλεις τῆς Ἑλλάδος. xyxy=(1241,1361,1567,1385)
table-row xyxy=(582,1203,961,1215)
inline-heading: ΟΙ ΑΝΕΠΙΤΥΧΟΥΝΤΕΣ xyxy=(1358,758,1450,769)
article-text: ΝΕΑ ΥΟΡΚΗ, 16. («Σ. Ὑπηρ.») — Κατὰ τὰς στατιστικὰς τοῦ ὑπουργείου Ἐμπορίου, ὁ πληθυσμὸς τῶν Ἡνωμένων Πολιτειῶν ὑπερέβη τὰ 200.000.000 κατοίκων. Ἡ αὔξησις τοῦ ἐθνικοῦ εἰσοδήματος καὶ τῆς καταναλώσεως σημειώνει νέα ρεκόρ, ἐνῷ συγχρόνως αὐξάνει καὶ ἡ ἐγκληματικότης εἰς τὰς μεγάλας πόλεις. xyxy=(5,1189,272,1262)
subheading: ΑΙ ΗΝΩΜ. ΠΟΛΙΤΕΙΑΙ xyxy=(665,829,877,855)
article-text: ΧΟΝΓΚ ΚΟΝΓΚ, 16. — Ὁ Μάο Τσὲ Τοὺνγκ ὑπεδέχθη τοὺς ἀπελαθέντας ἐκ Βιρμανίας διπλωμάτας, οἱ ὁποῖοι ἐπέστρεψαν εἰς Πεκῖνον μετὰ τὰ ἐπεισόδια τοῦ Ραγκοῦν. xyxy=(288,747,565,783)
article-text: ΝΕΑ ΥΟΡΚΗ, 16. («Σ. Ὑπηρ.») — Ὁ ΟΗΕ ἐξέδωκε στοιχεῖα κατὰ τὰ ὁποῖα αἱ γεννήσεις αὐξάνουν ταχέως ὄχι μόνον εἰς τὰς ὑπαναπτύκτους ἀλλὰ καὶ εἰς τὰς ἀνεπτυγμένας χώρας. xyxy=(1241,825,1567,861)
article-text: ΛΟΖΑΝΝΗ, 16. («Σ. Ὑπηρ.») — Ἡ διαρροὴ τῶν ἐπιστημόνων πρὸς τὰς Ἡνωμένας Πολιτείας ἀπασχολεῖ σοβαρῶς τὰς κυβερνήσεις τῆς Δυτικῆς Εὐρώπης. Κατὰ τὴν τελευταίαν τριετίαν χιλιάδες μηχανικοὶ καὶ ἐρευνηταὶ ἐγκατέλειψαν τὰς χώρας των. xyxy=(581,964,962,1013)
headline: ΚΙΝΕΖΟΙ ΑΠΕΙΛΟΥΝ ΤΗΝ ΚΥΒΕΡΝΗΣΙΝ ΤΟΥ ΧΟΓΚ ΚΟΓΚ xyxy=(988,699,1214,725)
table-header: Σύνολον xyxy=(917,1031,961,1044)
table-cell: 48 xyxy=(684,1202,696,1213)
subheading: ΚΥΡΙΟΣ ΠΟΛΟΣ ΕΛΞΕΩΣ xyxy=(645,802,898,827)
table-header: Θετικοί Ἐπιστήμων xyxy=(698,1031,799,1044)
kicker: Η ΑΠΕΙΛΗ ΤΟΥ ΥΠΕΡΠΛΗΘΥΣΜΟΥ xyxy=(1299,571,1509,586)
article-text: ΤΟΚΙΟ, 16. («Σ. Ὑπηρ.») — Ἡ Ἰαπωνία ἐπιδιώκει νὰ ἐξασφαλίσῃ σταθερὰς πηγὰς πρώτων ὑλῶν διὰ τὴν ταχέως ἀναπτυσσομένην βιομηχανίαν της. Αἱ δυτικαὶ χῶραι παρακολουθοῦν μὲ ἀνησυχίαν τὴν ἐπέκτασιν τῶν ἰαπωνικῶν ἐπενδύσεων. xyxy=(5,1537,272,1599)
table-cell: 7 xyxy=(908,1101,915,1112)
article-text: ΤΟΚΙΟ, 16. («Σ. Ὑπηρ.») — Ἡ Ἰαπωνία ἐπιδιώκει νὰ ἐξασφαλίσῃ σταθερὰς πηγὰς πρώτων ὑλῶν διὰ τὴν ταχέως ἀναπτυσσομένην βιομηχανίαν της. Αἱ δυτικαὶ χῶραι παρακολουθοῦν μὲ ἀνησυχίαν τὴν ἐπέκτασιν τῶν ἰαπωνικῶν ἐπενδύσεων. xyxy=(5,1731,272,1793)
table-header: Μηχανικοί xyxy=(643,1031,698,1044)
article-text: ΝΕΑ ΥΟΡΚΗ, 16. («Σ. Ὑπηρ.») — Κατὰ τὰς στατιστικὰς τοῦ ὑπουργείου Ἐμπορίου, ὁ πληθυσμὸς τῶν Ἡνωμένων Πολιτειῶν ὑπερέβη τὰ 200.000.000 κατοίκων. Ἡ αὔξησις τοῦ ἐθνικοῦ εἰσοδήματος καὶ τῆς καταναλώσεως σημειώνει νέα ρεκόρ, ἐνῷ συγχρόνως αὐξάνει καὶ ἡ ἐγκληματικότης εἰς τὰς μεγάλας πόλεις. xyxy=(5,958,272,1031)
table-row xyxy=(582,1056,961,1068)
table-cell: 20 xyxy=(785,1134,796,1145)
table-row xyxy=(582,1158,961,1170)
